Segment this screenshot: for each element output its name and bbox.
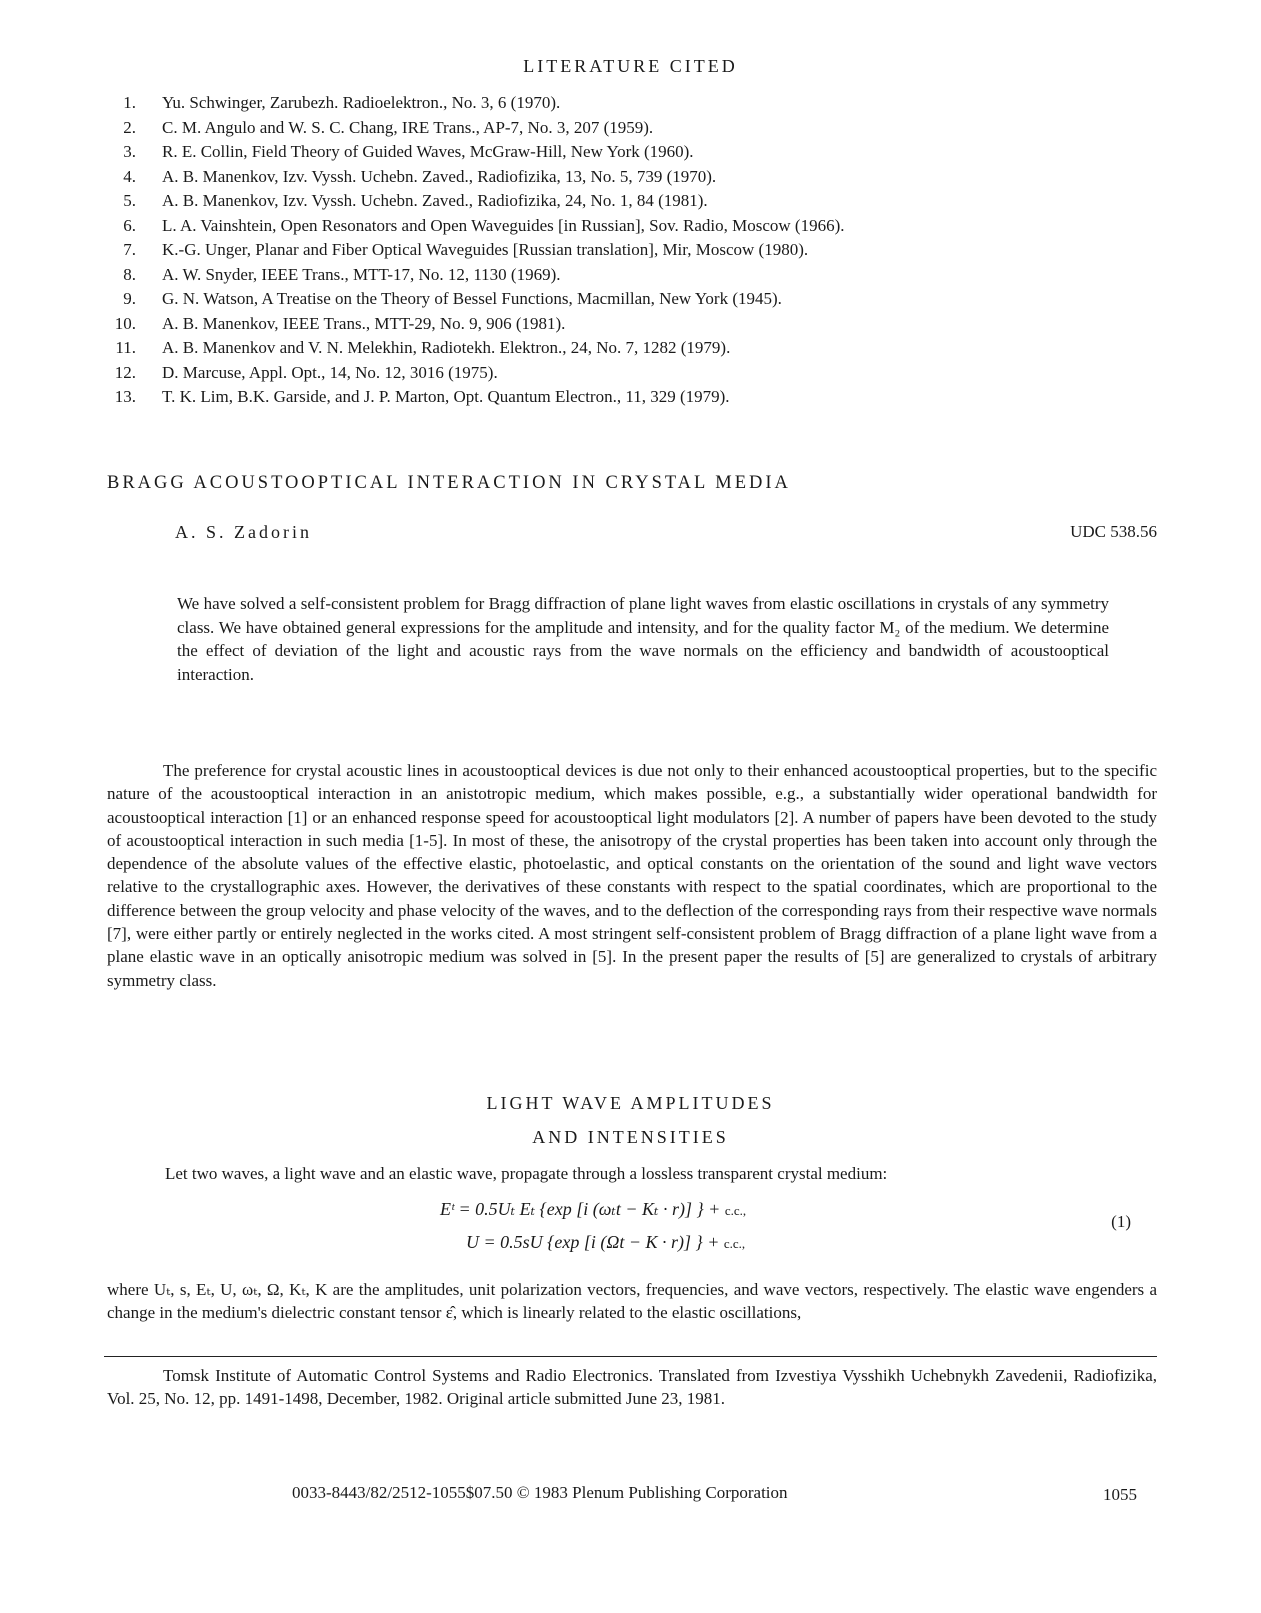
reference-item: 9. G. N. Watson, A Treatise on the Theory of Bessel Functions, Macmillan, New York (1945). bbox=[123, 289, 782, 308]
article-author: A. S. Zadorin bbox=[175, 522, 312, 542]
reference-item: 4. A. B. Manenkov, Izv. Vyssh. Uchebn. Zaved., Radiofizika, 13, No. 5, 739 (1970). bbox=[123, 166, 717, 186]
reference-item: 13. T. K. Lim, B.K. Garside, and J. P. Marton, Opt. Quantum Electron., 11, 329 (1979). bbox=[114, 387, 730, 406]
reference-item: 8. A. W. Snyder, IEEE Trans., MTT-17, No. 12, 1130 (1969). bbox=[123, 264, 561, 284]
intro-paragraph: The preference for crystal acoustic lines in acoustooptical devices is due not only to their enhanced acoustooptical properties, but to the specific nature of the acoustooptical interaction in an anistotropic medium, which makes possible, e.g., a substantially wider operational bandwidth for acoustooptical interaction [1] or an enhanced response speed for acoustooptical light modulators [2]. A number of papers have been devoted to the study of acoustooptical interaction in such media [1-5]. In most of these, the anisotropy of the crystal properties has been taken into account only through the dependence of the absolute values of the effective elastic, photoelastic, and optical constants on the orientation of the sound and light wave vectors relative to the crystallographic axes. However, the derivatives of these constants with respect to the spatial coordinates, which are proportional to the difference between the group velocity and phase velocity of the waves, and to the deflection of the corresponding rays from their respective wave normals [7], were either partly or entirely neglected in the works cited. A most stringent self-consistent problem of Bragg diffraction of a plane light wave from a plane elastic wave in an optically anisotropic medium was solved in [5]. In the present paper the results of [5] are generalized to crystals of arbitrary symmetry class. bbox=[107, 761, 1157, 990]
abstract: We have solved a self-consistent problem for Bragg diffraction of plane light waves from elastic oscillations in crystals of any symmetry class. We have obtained general expressions for the amplitude and intensity, and for the quality factor M₂ of the medium. We determine the effect of deviation of the light and acoustic rays from the wave normals on the efficiency and bandwidth of acoustooptical interaction. bbox=[177, 594, 1109, 685]
issn-copyright: 0033-8443/82/2512-1055$07.50 © 1983 Plenum Publishing Corporation bbox=[292, 1483, 788, 1502]
reference-item: 6. L. A. Vainshtein, Open Resonators and Open Waveguides [in Russian], Sov. Radio, Moscow (1966). bbox=[123, 215, 845, 235]
reference-list bbox=[110, 91, 1190, 410]
reference-item: 7. K.-G. Unger, Planar and Fiber Optical Waveguides [Russian translation], Mir, Moscow (1980). bbox=[123, 240, 809, 259]
equation-lead-in: Let two waves, a light wave and an elastic wave, propagate through a lossless transparent crystal medium: bbox=[165, 1164, 888, 1183]
affiliation-footnote: Tomsk Institute of Automatic Control Systems and Radio Electronics. Translated from Izvestiya Vysshikh Uchebnykh Zavedenii, Radiofizika, Vol. 25, No. 12, pp. 1491-1498, December, 1982. Original article submitted June 23, 1981. bbox=[107, 1366, 1157, 1408]
post-equation-paragraph: where Uₜ, s, Eₜ, U, ωₜ, Ω, Kₜ, K are the amplitudes, unit polarization vectors, frequencies, and wave vectors, respectively. The elastic wave engenders a change in the medium's dielectric constant tensor ε̂, which is linearly related to the elastic oscillations, bbox=[107, 1280, 1157, 1323]
reference-item: 5. A. B. Manenkov, Izv. Vyssh. Uchebn. Zaved., Radiofizika, 24, No. 1, 84 (1981). bbox=[123, 191, 708, 210]
page-number: 1055 bbox=[1103, 1485, 1137, 1504]
equation-elastic-wave: U = 0.5sU {exp [i (Ωt − K · r)] } + c.c., bbox=[466, 1232, 746, 1252]
equation-light-wave: Eᵗ = 0.5Uₜ Eₜ {exp [i (ωₜt − Kₜ · r)] } + c.c., bbox=[440, 1199, 747, 1219]
literature-cited-heading: LITERATURE CITED bbox=[523, 56, 738, 76]
udc-code: UDC 538.56 bbox=[1070, 522, 1157, 541]
section-heading-continued: AND INTENSITIES bbox=[532, 1127, 729, 1147]
reference-item: 11. A. B. Manenkov and V. N. Melekhin, Radiotekh. Elektron., 24, No. 7, 1282 (1979). bbox=[115, 338, 731, 357]
article-title: BRAGG ACOUSTOOPTICAL INTERACTION IN CRYSTAL MEDIA bbox=[107, 473, 791, 493]
reference-item: 3. R. E. Collin, Field Theory of Guided Waves, McGraw-Hill, New York (1960). bbox=[123, 142, 694, 161]
reference-item: 1. Yu. Schwinger, Zarubezh. Radioelektron., No. 3, 6 (1970). bbox=[123, 93, 561, 112]
reference-item: 2. C. M. Angulo and W. S. C. Chang, IRE Trans., AP-7, No. 3, 207 (1959). bbox=[123, 117, 654, 137]
footnote-divider bbox=[104, 1356, 1157, 1357]
reference-item: 12. D. Marcuse, Appl. Opt., 14, No. 12, 3016 (1975). bbox=[114, 362, 498, 382]
reference-item: 10. A. B. Manenkov, IEEE Trans., MTT-29, No. 9, 906 (1981). bbox=[114, 313, 566, 333]
section-heading: LIGHT WAVE AMPLITUDES bbox=[486, 1093, 775, 1113]
equation-number: (1) bbox=[1111, 1212, 1131, 1231]
